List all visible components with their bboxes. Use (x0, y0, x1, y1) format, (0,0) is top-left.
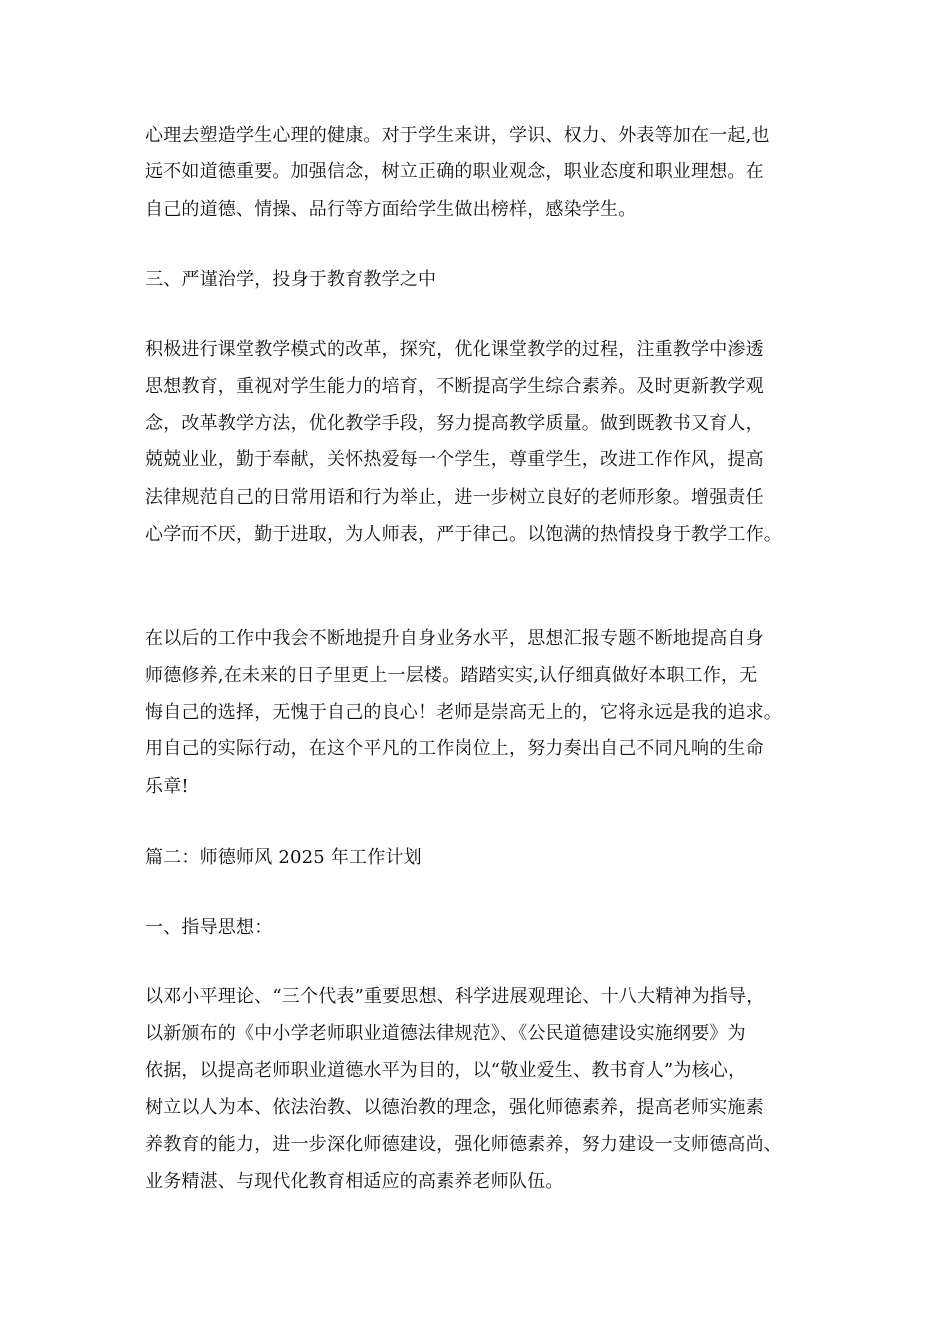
text-line: 养教育的能力，进一步深化师德建设，强化师德素养，努力建设一支师德高尚、 (145, 1134, 782, 1155)
text-line: 乐章! (145, 776, 189, 797)
text-line: 依据，以提高老师职业道德水平为目的，以“敬业爱生、教书育人”为核心， (145, 1060, 747, 1081)
text-line: 思想教育，重视对学生能力的培育，不断提高学生综合素养。及时更新教学观 (145, 376, 764, 397)
text-line: 自己的道德、情操、品行等方面给学生做出榜样，感染学生。 (145, 199, 637, 220)
text-line: 心学而不厌，勤于进取，为人师表，严于律己。以饱满的热情投身于教学工作。 (145, 524, 782, 545)
text-line: 以新颁布的《中小学老师职业道德法律规范》、《公民道德建设实施纲要》为 (145, 1023, 746, 1044)
text-line: 师德修养,在未来的日子里更上一层楼。踏踏实实,认仔细真做好本职工作，无 (145, 665, 758, 686)
text-line: 用自己的实际行动，在这个平凡的工作岗位上，努力奏出自己不同凡响的生命 (145, 738, 764, 759)
text-line: 兢兢业业，勤于奉献，关怀热爱每一个学生，尊重学生，改进工作作风，提高 (145, 449, 764, 470)
text-line: 远不如道德重要。加强信念，树立正确的职业观念，职业态度和职业理想。在 (145, 161, 764, 182)
text-line: 念，改革教学方法，优化教学手段，努力提高教学质量。做到既教书又育人， (145, 413, 764, 434)
section-heading: 三、严谨治学，投身于教育教学之中 (145, 269, 437, 290)
text-line: 在以后的工作中我会不断地提升自身业务水平，思想汇报专题不断地提高自身 (145, 628, 764, 649)
chapter-heading: 篇二：师德师风 2025 年工作计划 (145, 847, 422, 868)
text-line: 树立以人为本、依法治教、以德治教的理念，强化师德素养，提高老师实施素 (145, 1097, 764, 1118)
text-line: 以邓小平理论、“三个代表”重要思想、科学进展观理论、十八大精神为指导， (145, 986, 765, 1007)
text-line: 悔自己的选择，无愧于自己的良心！老师是崇高无上的，它将永远是我的追求。 (145, 702, 782, 723)
text-line: 业务精湛、与现代化教育相适应的高素养老师队伍。 (145, 1171, 564, 1192)
text-line: 心理去塑造学生心理的健康。对于学生来讲，学识、权力、外表等加在一起,也 (145, 125, 770, 146)
section-heading: 一、指导思想： (145, 917, 273, 938)
text-line: 法律规范自己的日常用语和行为举止，进一步树立良好的老师形象。增强责任 (145, 487, 764, 508)
text-line: 积极进行课堂教学模式的改革，探究，优化课堂教学的过程，注重教学中渗透 (145, 339, 764, 360)
